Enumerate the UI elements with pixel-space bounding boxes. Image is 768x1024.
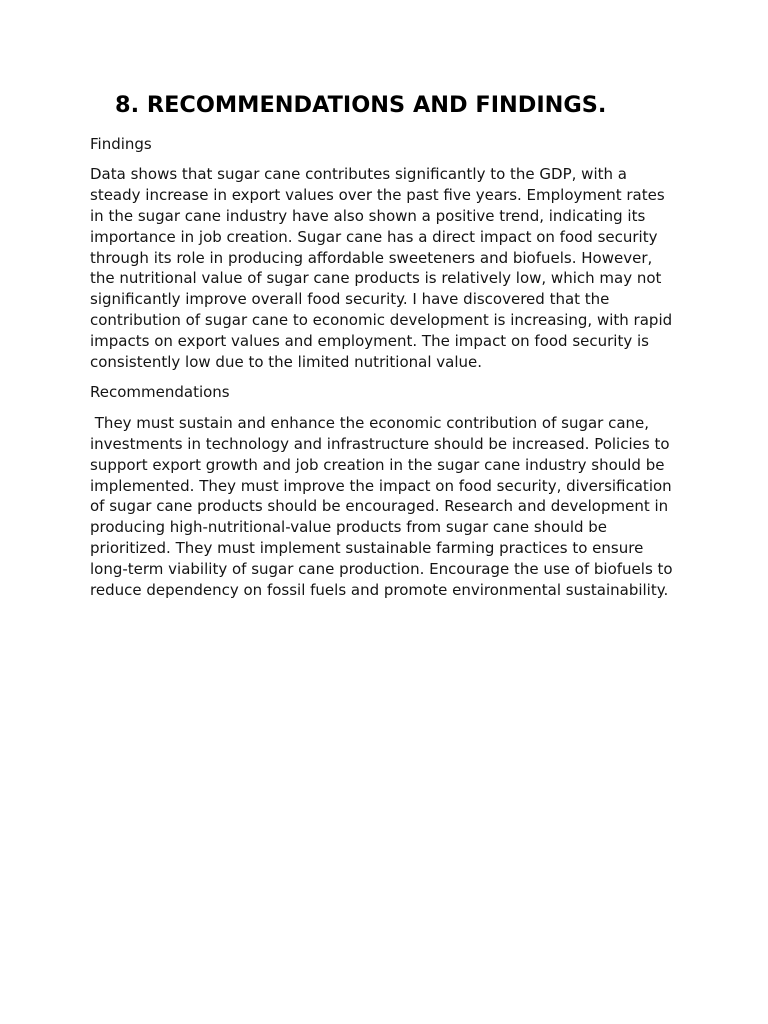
paragraph-line: long-term viability of sugar cane production. Encourage the use of biofuels to: [90, 559, 673, 578]
paragraph-line: reduce dependency on fossil fuels and promote environmental sustainability.: [90, 580, 669, 599]
paragraph-line: the nutritional value of sugar cane products is relatively low, which may not: [90, 269, 662, 288]
paragraph-line: impacts on export values and employment. The impact on food security is: [90, 331, 649, 350]
paragraph-line: They must sustain and enhance the economic contribution of sugar cane,: [90, 414, 650, 433]
findings-paragraph: [90, 164, 710, 372]
paragraph-line: producing high-nutritional-value products from sugar cane should be: [90, 518, 608, 537]
paragraph-line: contribution of sugar cane to economic development is increasing, with rapid: [90, 310, 673, 329]
paragraph-line: in the sugar cane industry have also shown a positive trend, indicating its: [90, 206, 646, 225]
document-body: [90, 134, 710, 611]
paragraph-line: Data shows that sugar cane contributes significantly to the GDP, with a: [90, 165, 627, 184]
recommendations-paragraph: [90, 413, 710, 600]
paragraph-line: through its role in producing affordable sweeteners and biofuels. However,: [90, 248, 653, 267]
paragraph-line: steady increase in export values over the past five years. Employment rates: [90, 186, 665, 205]
page-title: 8. RECOMMENDATIONS AND FINDINGS.: [115, 92, 607, 118]
paragraph-line: investments in technology and infrastructure should be increased. Policies to: [90, 434, 670, 453]
recommendations-heading: Recommendations: [90, 383, 230, 402]
paragraph-line: consistently low due to the limited nutritional value.: [90, 352, 482, 371]
paragraph-line: implemented. They must improve the impact on food security, diversification: [90, 476, 672, 495]
paragraph-line: support export growth and job creation in the sugar cane industry should be: [90, 455, 665, 474]
paragraph-line: prioritized. They must implement sustainable farming practices to ensure: [90, 538, 644, 557]
paragraph-line: of sugar cane products should be encouraged. Research and development in: [90, 497, 669, 516]
paragraph-line: significantly improve overall food security. I have discovered that the: [90, 290, 610, 309]
paragraph-line: importance in job creation. Sugar cane has a direct impact on food security: [90, 227, 658, 246]
findings-heading: Findings: [90, 134, 152, 153]
